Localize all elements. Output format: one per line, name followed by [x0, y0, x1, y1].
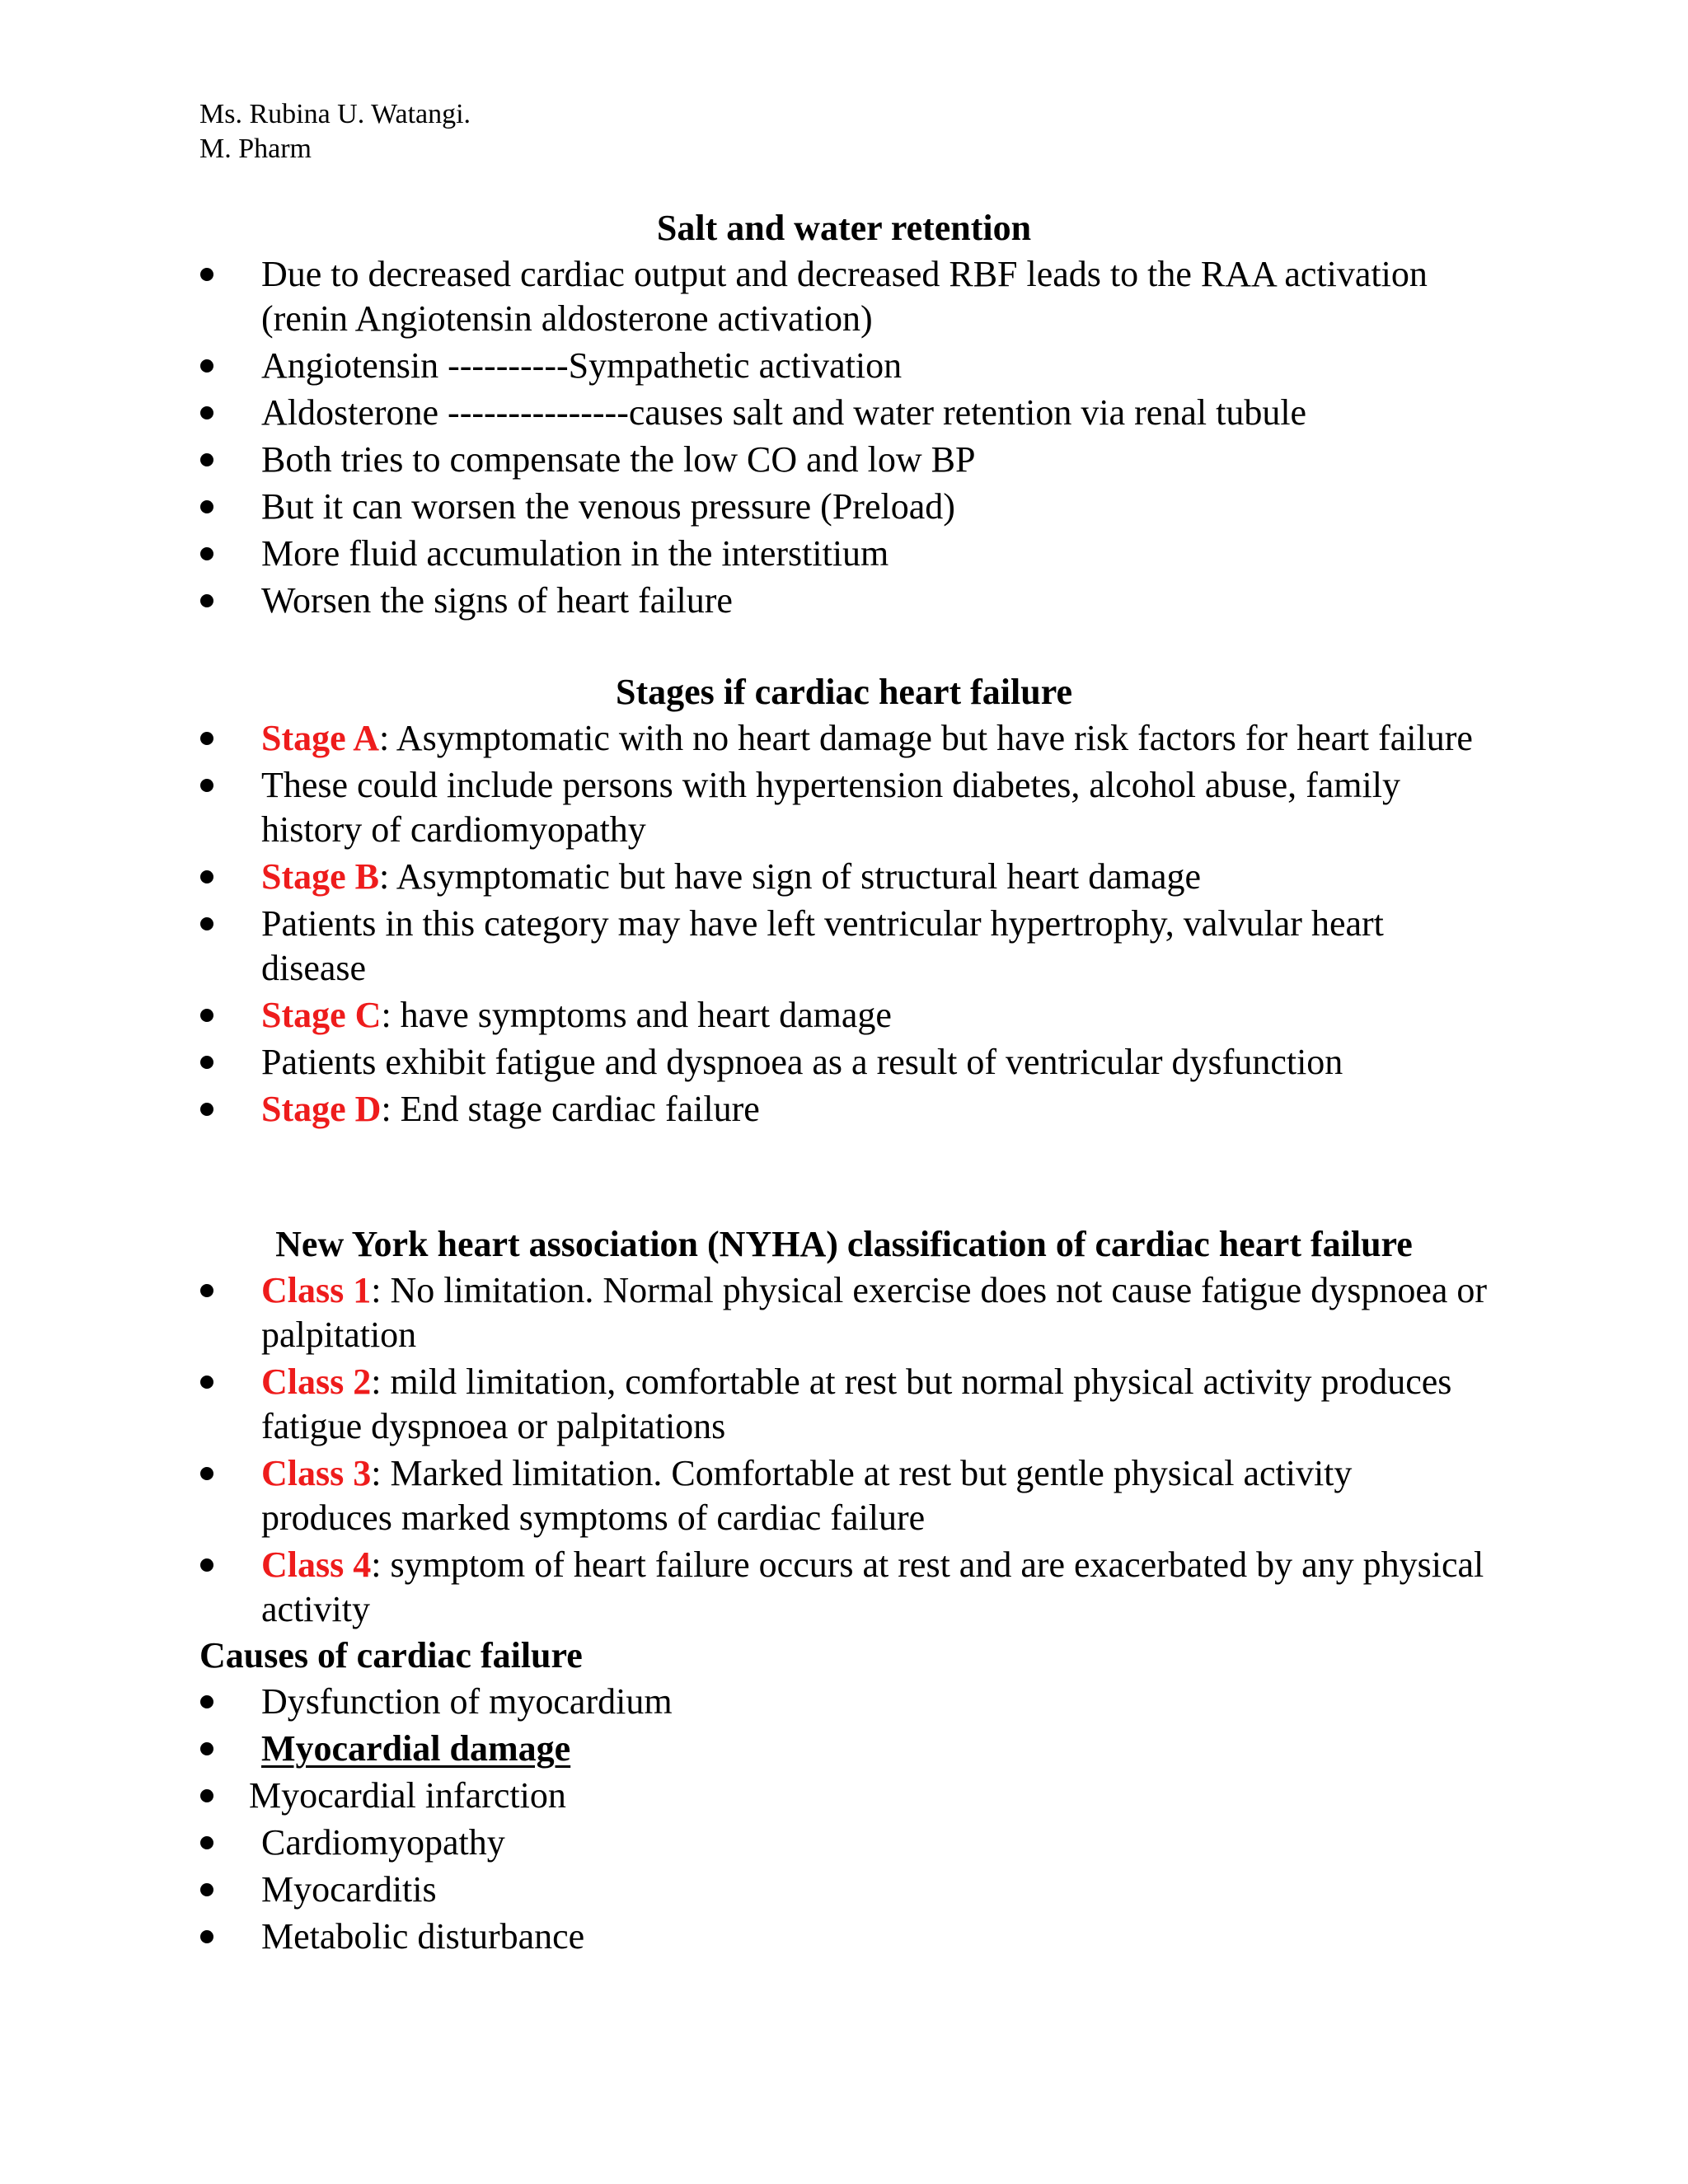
list-item-text: Myocardial infarction [249, 1775, 566, 1816]
section-heading-nyha: New York heart association (NYHA) classification of cardiac heart failure [275, 1224, 1413, 1264]
salt-water-list [0, 252, 1688, 626]
bullet-icon [200, 1836, 213, 1849]
bullet-icon [200, 1376, 213, 1389]
bullet-icon [200, 406, 213, 419]
bullet-icon [200, 594, 213, 607]
list-item-text: Dysfunction of myocardium [261, 1681, 673, 1722]
list-item-class-1 [0, 1268, 1688, 1357]
list-item-text: Metabolic disturbance [261, 1916, 585, 1957]
list-item-text: : Asymptomatic with no heart damage but have risk factors for heart failure [379, 718, 1473, 758]
list-item-text: : have symptoms and heart damage [381, 995, 892, 1035]
list-item-text: Patients in this category may have left ventricular hypertrophy, valvular heart disease [261, 903, 1384, 988]
list-item-text: Due to decreased cardiac output and decreased RBF leads to the RAA activation (renin Angiotensin aldosterone activation) [261, 254, 1428, 339]
bullet-icon [200, 1284, 213, 1297]
list-item [0, 391, 1688, 435]
class-label: Class 3 [261, 1453, 372, 1493]
bullet-icon [200, 1009, 213, 1022]
list-item-class-4 [0, 1543, 1688, 1632]
bullet-icon [200, 1558, 213, 1572]
list-item [0, 344, 1688, 388]
list-item [0, 1680, 1688, 1724]
list-item-stage-d [0, 1087, 1688, 1132]
bullet-icon [200, 1695, 213, 1708]
list-item [0, 1821, 1688, 1865]
list-item-text-underlined: Myocardial damage [261, 1728, 571, 1769]
list-item-class-3 [0, 1451, 1688, 1540]
class-label: Class 2 [261, 1361, 372, 1402]
list-item-text: Both tries to compensate the low CO and low BP [261, 439, 976, 480]
list-item [0, 1915, 1688, 1959]
list-item-text: : mild limitation, comfortable at rest but normal physical activity produces fatigue dyspnoea or palpitations [261, 1361, 1452, 1446]
section-heading-causes: Causes of cardiac failure [199, 1635, 583, 1675]
stages-list [0, 716, 1688, 1134]
nyha-list [0, 1268, 1688, 1634]
bullet-icon [200, 917, 213, 930]
bullet-icon [200, 268, 213, 281]
list-item [0, 438, 1688, 482]
author-block [199, 97, 471, 166]
list-item [0, 1868, 1688, 1912]
list-item-text: More fluid accumulation in the interstitium [261, 533, 889, 574]
list-item-text: Angiotensin ----------Sympathetic activation [261, 345, 903, 386]
list-item [0, 1774, 1688, 1818]
bullet-icon [200, 1789, 213, 1802]
list-item [0, 579, 1688, 623]
author-degree: M. Pharm [199, 134, 312, 164]
causes-list [0, 1680, 1688, 1961]
bullet-icon [200, 1467, 213, 1480]
section-heading-stages: Stages if cardiac heart failure [616, 672, 1072, 712]
list-item [0, 763, 1688, 852]
list-item-text: But it can worsen the venous pressure (Preload) [261, 486, 955, 527]
class-label: Class 4 [261, 1544, 372, 1585]
bullet-icon [200, 1056, 213, 1069]
author-name: Ms. Rubina U. Watangi. [199, 99, 471, 129]
bullet-icon [200, 1103, 213, 1116]
stage-label: Stage A [261, 718, 379, 758]
list-item-text: Cardiomyopathy [261, 1822, 505, 1863]
bullet-icon [200, 1742, 213, 1755]
stage-label: Stage B [261, 856, 379, 897]
list-item-text: Aldosterone ---------------causes salt and water retention via renal tubule [261, 392, 1307, 433]
list-item [0, 532, 1688, 576]
list-item-class-2 [0, 1360, 1688, 1449]
list-item-text: : Asymptomatic but have sign of structural heart damage [379, 856, 1202, 897]
stage-label: Stage D [261, 1089, 382, 1129]
list-item-text: Worsen the signs of heart failure [261, 580, 733, 621]
list-item [0, 485, 1688, 529]
list-item-text: : symptom of heart failure occurs at rest and are exacerbated by any physical activity [261, 1544, 1484, 1629]
list-item-stage-b [0, 855, 1688, 899]
bullet-icon [200, 547, 213, 560]
list-item-text: : End stage cardiac failure [381, 1089, 760, 1129]
bullet-icon [200, 1930, 213, 1943]
list-item-text: : No limitation. Normal physical exercise does not cause fatigue dyspnoea or palpitation [261, 1270, 1488, 1355]
bullet-icon [200, 1883, 213, 1896]
bullet-icon [200, 870, 213, 883]
class-label: Class 1 [261, 1270, 372, 1310]
list-item-text: Patients exhibit fatigue and dyspnoea as a result of ventricular dysfunction [261, 1042, 1343, 1082]
list-item [0, 902, 1688, 991]
stage-label: Stage C [261, 995, 382, 1035]
list-item-text: These could include persons with hypertension diabetes, alcohol abuse, family history of cardiomyopathy [261, 765, 1400, 850]
list-item-stage-a [0, 716, 1688, 761]
bullet-icon [200, 453, 213, 466]
bullet-icon [200, 500, 213, 513]
bullet-icon [200, 359, 213, 373]
section-heading-salt-water: Salt and water retention [656, 208, 1032, 248]
list-item-stage-c [0, 993, 1688, 1038]
bullet-icon [200, 779, 213, 792]
list-item [0, 1727, 1688, 1771]
bullet-icon [200, 732, 213, 745]
list-item [0, 1040, 1688, 1085]
list-item-text: : Marked limitation. Comfortable at rest but gentle physical activity produces marked symptoms of cardiac failure [261, 1453, 1353, 1538]
list-item [0, 252, 1688, 341]
list-item-text: Myocarditis [261, 1869, 437, 1910]
